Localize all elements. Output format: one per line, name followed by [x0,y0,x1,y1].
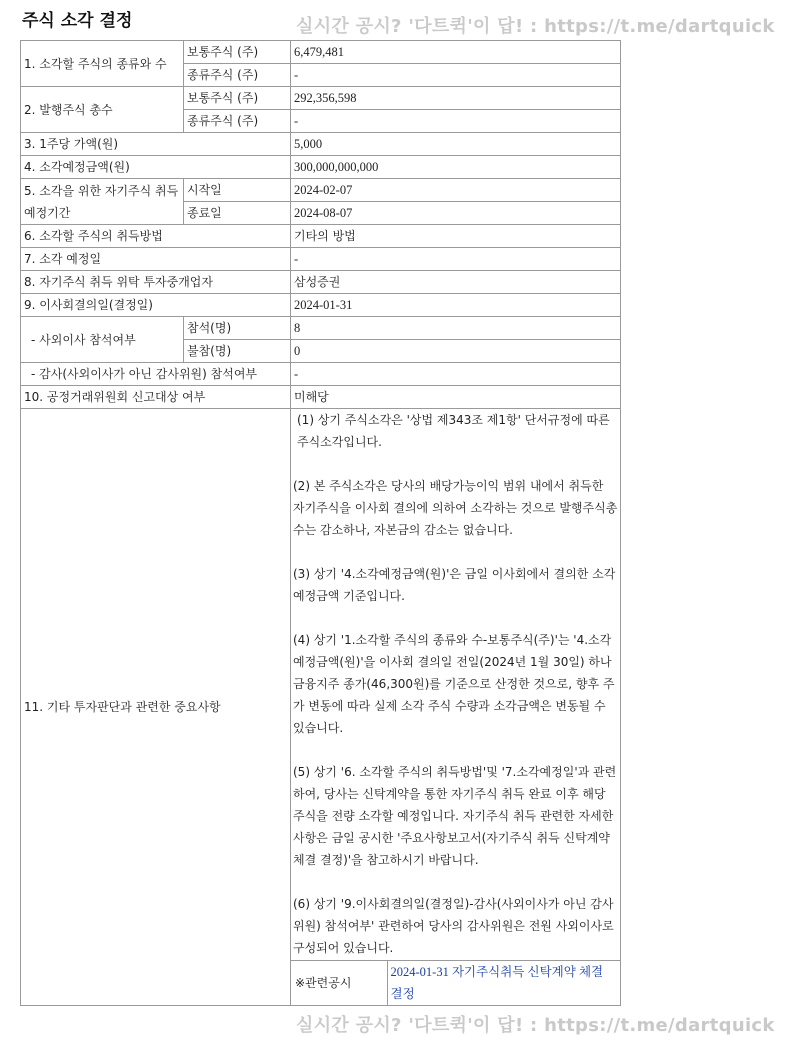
note-5: (5) 상기 '6. 소각할 주식의 취득방법'및 '7.소각예정일'과 관련하여, 당사는 신탁계약을 통한 자기주식 취득 완료 이후 해당 주식을 전량 소각할 예정입니다. 자기주식 취득 관련한 자세한 사항은 금일 공시한 '주요사항보고서(자기주식 취득 신탁계약 체결 결정)'을 참고하시기 바랍니다. [293,765,617,867]
notes-cell [291,409,621,1006]
value-cell: 미해당 [291,386,621,409]
value-cell: 300,000,000,000 [291,156,621,179]
watermark-top: 실시간 공시? '다트퀵'이 답! : https://t.me/dartquick [296,16,775,37]
row-board-date [21,294,621,317]
page-title: 주식 소각 결정 [22,11,133,31]
row-label: 4. 소각예정금액(원) [21,156,291,179]
value-cell: 2024-01-31 [291,294,621,317]
related-label: ※관련공시 [291,961,387,1006]
sub-label: 참석(명) [184,317,291,340]
watermark-bottom: 실시간 공시? '다트퀵'이 답! : https://t.me/dartquick [296,1015,775,1036]
row-ftc-filing [21,386,621,409]
row-shares-to-retire [21,41,621,64]
value-cell: 292,356,598 [291,87,621,110]
note-4: (4) 상기 '1.소각할 주식의 종류와 수-보통주식(주)'는 '4.소각예정금액(원)'을 이사회 결의일 전일(2024년 1월 30일) 하나금융지주 종가(46,300원)를 기준으로 산정한 것으로, 향후 주가 변동에 따라 실제 소각 주식 수량과 소각금액은 변동될 수 있습니다. [293,633,615,735]
value-cell: 6,479,481 [291,41,621,64]
value-cell: 8 [291,317,621,340]
row-total-issued [21,87,621,110]
sub-label: 시작일 [184,179,291,202]
value-cell: - [291,110,621,133]
row-label: - 감사(사외이사가 아닌 감사위원) 참석여부 [21,363,291,386]
note-2: (2) 본 주식소각은 당사의 배당가능이익 범위 내에서 취득한 자기주식을 이사회 결의에 의하여 소각하는 것으로 발행주식총수는 감소하나, 자본금의 감소는 없습니다. [293,479,618,537]
row-label: 8. 자기주식 취득 위탁 투자중개업자 [21,271,291,294]
sub-label: 보통주식 (주) [184,87,291,110]
row-label: 1. 소각할 주식의 종류와 수 [21,41,184,87]
value-cell: 2024-08-07 [291,202,621,225]
row-acquisition-method [21,225,621,248]
row-label: 7. 소각 예정일 [21,248,291,271]
row-label: 3. 1주당 가액(원) [21,133,291,156]
value-cell: 삼성증권 [291,271,621,294]
disclosure-table [20,40,621,1006]
note-1: (1) 상기 주식소각은 '상법 제343조 제1항' 단서규정에 따른 주식소각입니다. [297,413,610,449]
note-3: (3) 상기 '4.소각예정금액(원)'은 금일 이사회에서 결의한 소각 예정금액 기준입니다. [293,567,616,603]
row-auditor-attendance [21,363,621,386]
sub-label: 종료일 [184,202,291,225]
row-broker [21,271,621,294]
row-par-value [21,133,621,156]
row-label: 6. 소각할 주식의 취득방법 [21,225,291,248]
sub-label: 종류주식 (주) [184,110,291,133]
row-acquisition-period [21,179,621,202]
row-label: - 사외이사 참석여부 [21,317,184,363]
sub-label: 보통주식 (주) [184,41,291,64]
row-label: 10. 공정거래위원회 신고대상 여부 [21,386,291,409]
row-label: 11. 기타 투자판단과 관련한 중요사항 [21,409,291,1006]
row-other-matters [21,409,621,1006]
related-disclosure [291,960,620,1005]
row-retire-amount [21,156,621,179]
related-link-cell [387,961,620,1006]
row-retire-date [21,248,621,271]
value-cell: 2024-02-07 [291,179,621,202]
row-label: 2. 발행주식 총수 [21,87,184,133]
row-label: 9. 이사회결의일(결정일) [21,294,291,317]
sub-label: 불참(명) [184,340,291,363]
value-cell: - [291,248,621,271]
related-disclosure-link[interactable]: 2024-01-31 자기주식취득 신탁계약 체결 결정 [390,965,604,1001]
note-6: (6) 상기 '9.이사회결의일(결정일)-감사(사외이사가 아닌 감사위원) 참석여부' 관련하여 당사의 감사위원은 전원 사외이사로 구성되어 있습니다. [293,897,614,955]
value-cell: - [291,363,621,386]
value-cell: 기타의 방법 [291,225,621,248]
value-cell: - [291,64,621,87]
value-cell: 0 [291,340,621,363]
row-outside-directors [21,317,621,340]
row-label: 5. 소각을 위한 자기주식 취득 예정기간 [21,179,184,225]
value-cell: 5,000 [291,133,621,156]
sub-label: 종류주식 (주) [184,64,291,87]
